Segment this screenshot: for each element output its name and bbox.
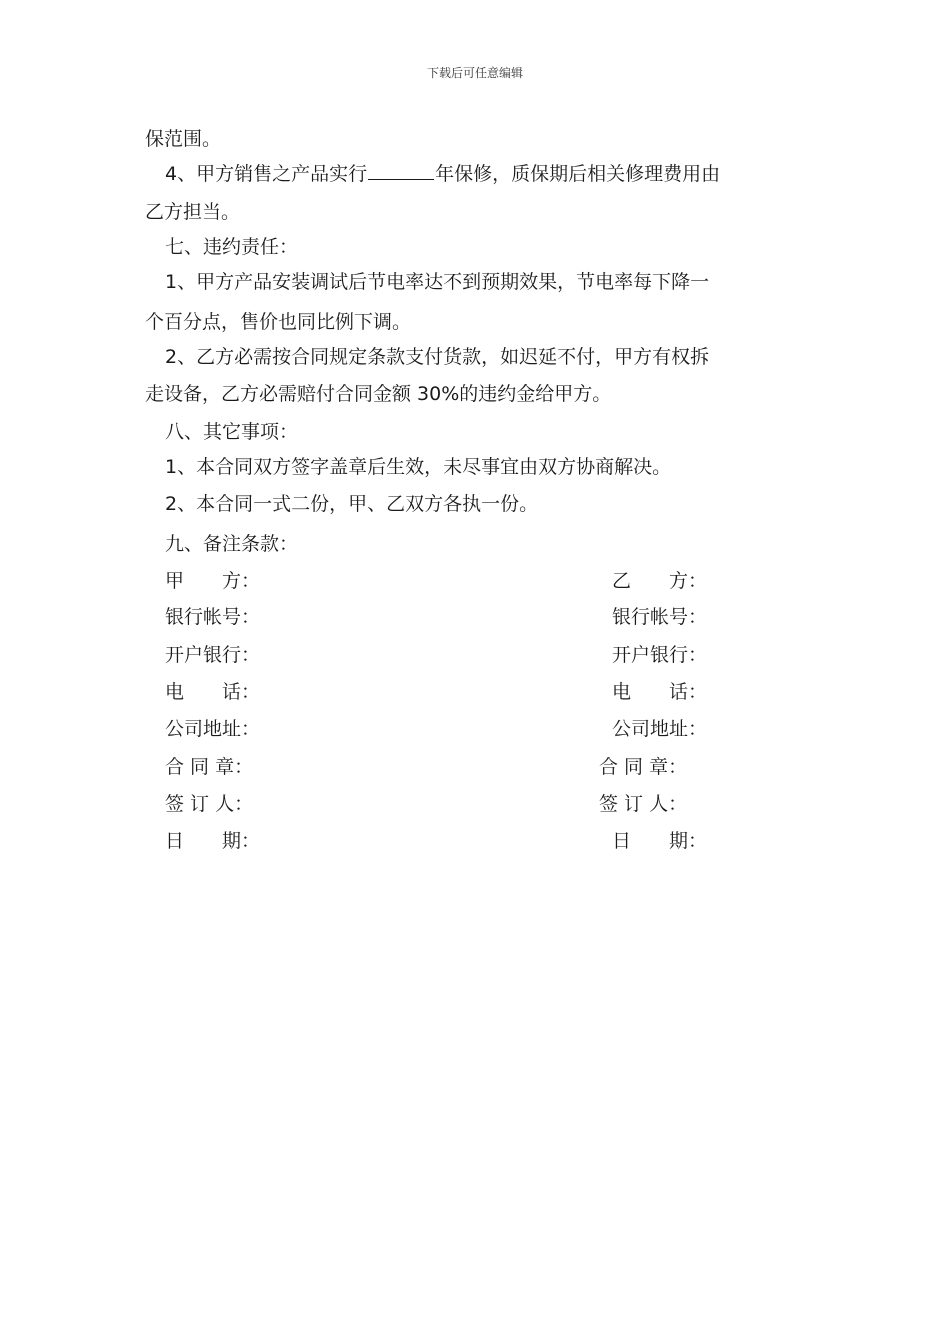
warranty-text-before: 4、甲方销售之产品实行 <box>165 163 368 185</box>
left-account-label: 银行帐号： <box>165 606 261 628</box>
body-line-11: 2、本合同一式二份，甲、乙双方各执一份。 <box>165 493 539 515</box>
right-account-label: 银行帐号： <box>612 606 708 628</box>
right-seal-label: 合 同 章： <box>599 756 688 778</box>
right-party-label: 乙 方： <box>612 570 708 592</box>
right-bank-label: 开户银行： <box>612 644 708 666</box>
section-heading-other: 八、其它事项： <box>165 421 299 443</box>
right-address-label: 公司地址： <box>612 718 708 740</box>
warranty-text-after: 年保修，质保期后相关修理费用由 <box>435 163 721 185</box>
body-line-8: 走设备，乙方必需赔付合同金额 30%的违约金给甲方。 <box>145 383 612 405</box>
section-heading-breach: 七、违约责任： <box>165 236 299 258</box>
body-line-3: 乙方担当。 <box>145 201 241 223</box>
body-line-6: 个百分点，售价也同比例下调。 <box>145 311 412 333</box>
body-line-1: 保范围。 <box>145 128 222 150</box>
left-address-label: 公司地址： <box>165 718 261 740</box>
right-signer-label: 签 订 人： <box>599 793 688 815</box>
right-phone-label: 电 话： <box>612 681 708 703</box>
left-date-label: 日 期： <box>165 830 261 852</box>
left-seal-label: 合 同 章： <box>165 756 254 778</box>
body-line-10: 1、本合同双方签字盖章后生效，未尽事宜由双方协商解决。 <box>165 456 672 478</box>
page-header: 下载后可任意编辑 <box>426 66 523 80</box>
warranty-years-blank[interactable] <box>368 163 434 180</box>
right-date-label: 日 期： <box>612 830 708 852</box>
left-signer-label: 签 订 人： <box>165 793 254 815</box>
body-line-5: 1、甲方产品安装调试后节电率达不到预期效果，节电率每下降一 <box>165 271 710 293</box>
left-party-label: 甲 方： <box>165 570 261 592</box>
body-line-2 <box>165 163 720 184</box>
body-line-7: 2、乙方必需按合同规定条款支付货款，如迟延不付，甲方有权拆 <box>165 346 710 368</box>
left-phone-label: 电 话： <box>165 681 261 703</box>
left-bank-label: 开户银行： <box>165 644 261 666</box>
section-heading-remarks: 九、备注条款： <box>165 533 299 555</box>
